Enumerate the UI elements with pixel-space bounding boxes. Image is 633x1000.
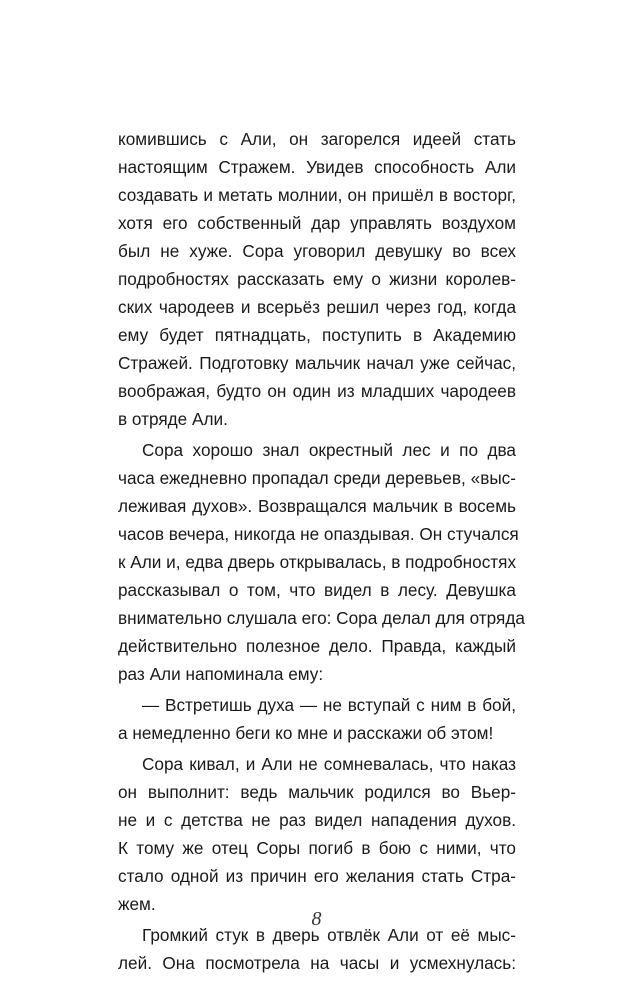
text-line: К тому же отец Соры погиб в бою с ними, что: [118, 838, 516, 858]
text-line: а немедленно беги ко мне и расскажи об этом!: [118, 723, 494, 743]
text-line: действительно полезное дело. Правда, каждый: [118, 636, 516, 656]
paragraph: [118, 750, 516, 918]
text-line: ему будет пятнадцать, поступить в Академию: [118, 325, 516, 345]
paragraph: [118, 436, 525, 688]
text-line: подробностях рассказать ему о жизни королев-: [118, 269, 516, 289]
text-line: в отряде Али.: [118, 409, 228, 429]
text-line: не и с детства не раз видел нападения духов.: [118, 810, 516, 830]
text-line: к Али и, едва дверь открывалась, в подробностях: [118, 552, 517, 572]
text-line: он выполнит: ведь мальчик родился во Вьер-: [118, 782, 516, 802]
text-line: ских чародеев и всерьёз решил через год, когда: [118, 297, 516, 317]
text-line: Громкий стук в дверь отвлёк Али от её мыс-: [142, 925, 516, 945]
text-line: лей. Она посмотрела на часы и усмехнулась:: [118, 953, 516, 973]
text-line: — Встретишь духа — не вступай с ним в бой,: [142, 695, 516, 715]
text-line: Сора кивал, и Али не сомневалась, что наказ: [142, 754, 516, 774]
body-text: [118, 125, 525, 977]
text-line: часов вечера, никогда не опаздывая. Он стучался: [118, 524, 519, 544]
text-line: воображая, будто он один из младших чародеев: [118, 381, 516, 401]
paragraph: [118, 125, 516, 433]
text-line: хотя его собственный дар управлять воздухом: [118, 213, 516, 233]
text-line: Сора хорошо знал окрестный лес и по два: [142, 440, 516, 460]
text-line: создавать и метать молнии, он пришёл в восторг,: [118, 185, 516, 205]
text-line: внимательно слушала его: Сора делал для отряда: [118, 608, 525, 628]
text-line: леживая духов». Возвращался мальчик в восемь: [118, 496, 516, 516]
text-line: настоящим Стражем. Увидев способность Али: [118, 157, 516, 177]
text-line: Стражей. Подготовку мальчик начал уже сейчас,: [118, 353, 516, 373]
text-line: рассказывал о том, что видел в лесу. Девушка: [118, 580, 516, 600]
text-line: комившись с Али, он загорелся идеей стать: [118, 129, 516, 149]
text-line: был не хуже. Сора уговорил девушку во всех: [118, 241, 516, 261]
text-line: жем.: [118, 894, 156, 914]
text-line: раз Али напоминала ему:: [118, 664, 324, 684]
text-line: стало одной из причин его желания стать Стра-: [118, 866, 516, 886]
dialogue-paragraph: [118, 691, 516, 747]
text-line: часа ежедневно пропадал среди деревьев, «выс-: [118, 468, 516, 488]
page-number: 8: [311, 908, 322, 930]
